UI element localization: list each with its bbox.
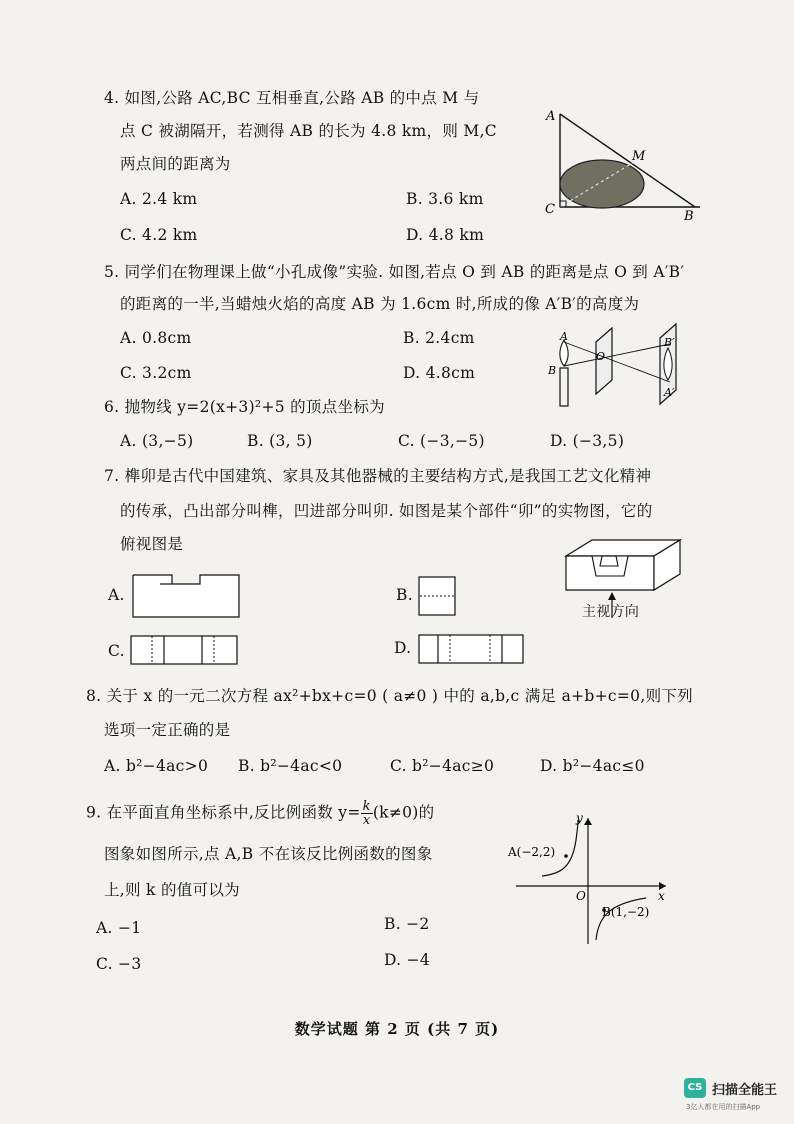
- q7-option-c: C.: [108, 642, 125, 660]
- shape-a: [133, 575, 239, 617]
- q7-figure-mortise: [560, 536, 690, 656]
- q6-option-a: A. (3,−5): [120, 432, 194, 450]
- label-x: x: [658, 889, 665, 903]
- q9-figure-graph: [506, 810, 676, 950]
- q9-line1-start: 9. 在平面直角坐标系中,反比例函数 y=: [86, 803, 361, 822]
- q4-option-c: C. 4.2 km: [120, 226, 198, 244]
- q7-line3: 俯视图是: [120, 535, 184, 553]
- label-point-a: A(−2,2): [508, 845, 556, 859]
- q9-line3: 上,则 k 的值可以为: [104, 881, 240, 899]
- label-a: A: [560, 330, 568, 343]
- label-o: O: [596, 350, 606, 363]
- q9-line1: [86, 800, 434, 827]
- label-b-prime: B′: [664, 336, 675, 349]
- q8-line2: 选项一定正确的是: [104, 721, 231, 739]
- q7-option-d-figure: [418, 634, 524, 664]
- q5-figure-pinhole: [544, 318, 694, 410]
- q6-option-d: D. (−3,5): [550, 432, 625, 450]
- label-y: y: [576, 811, 583, 825]
- q7-line2: 的传承，凸出部分叫榫，凹进部分叫卯. 如图是某个部件“卯”的实物图，它的: [120, 502, 653, 520]
- q5-line2: 的距离的一半,当蜡烛火焰的高度 AB 为 1.6cm 时,所成的像 A′B′的高度为: [120, 295, 640, 313]
- q7-option-d: D.: [394, 639, 412, 657]
- ray-bottom: [564, 344, 670, 366]
- q9-option-c: C. −3: [96, 955, 142, 973]
- q6-option-c: C. (−3,−5): [398, 432, 485, 450]
- q9-line1-end: (k≠0)的: [372, 803, 435, 822]
- q9-option-b: B. −2: [384, 915, 430, 933]
- label-o: O: [576, 889, 586, 903]
- camscanner-logo-icon: CS: [684, 1078, 706, 1098]
- q7-option-c-figure: [130, 635, 238, 665]
- q7-option-a: A.: [108, 586, 125, 604]
- q4-figure-lake: [540, 104, 710, 224]
- q7-line1: 7. 榫卯是古代中国建筑、家具及其他器械的主要结构方式,是我国工艺文化精神: [104, 467, 652, 485]
- ray-top: [564, 342, 670, 382]
- q8-option-a: A. b²−4ac>0: [104, 757, 209, 775]
- label-a: A: [546, 109, 556, 124]
- label-c: C: [545, 202, 555, 217]
- label-point-b: B(1,−2): [602, 905, 650, 919]
- q5-option-a: A. 0.8cm: [120, 329, 192, 347]
- q9-line2: 图象如图所示,点 A,B 不在该反比例函数的图象: [104, 845, 433, 863]
- lake-shape: [560, 160, 644, 208]
- q7-option-b: B.: [396, 586, 413, 604]
- q8-line1: 8. 关于 x 的一元二次方程 ax²+bx+c=0 ( a≠0 ) 中的 a,b,c 满足 a+b+c=0,则下列: [86, 687, 693, 705]
- q4-option-a: A. 2.4 km: [120, 190, 198, 208]
- scanner-tagline: 3亿人都在用的扫描App: [686, 1103, 761, 1111]
- q7-fig-caption: 主视方向: [582, 604, 640, 620]
- label-b: B: [684, 209, 694, 224]
- q9-option-d: D. −4: [384, 951, 431, 969]
- q7-option-b-figure: [418, 576, 456, 616]
- label-a-prime: A′: [664, 386, 675, 399]
- q6-option-b: B. (3, 5): [247, 432, 313, 450]
- q4-line3: 两点间的距离为: [120, 155, 231, 173]
- scanner-app-name: 扫描全能王: [712, 1083, 778, 1098]
- fraction-k-over-x: $\frac{k}{x}$: [362, 799, 371, 828]
- arrow-head: [608, 592, 616, 600]
- q4-option-b: B. 3.6 km: [406, 190, 484, 208]
- q5-option-c: C. 3.2cm: [120, 364, 192, 382]
- q5-option-b: B. 2.4cm: [403, 329, 475, 347]
- q4-line2: 点 C 被湖隔开，若测得 AB 的长为 4.8 km，则 M,C: [120, 122, 497, 140]
- q9-option-a: A. −1: [96, 919, 142, 937]
- candle: [560, 368, 568, 406]
- page-footer: 数学试题 第 2 页 (共 7 页): [294, 1020, 500, 1038]
- q4-option-d: D. 4.8 km: [406, 226, 485, 244]
- q7-option-a-figure: [132, 574, 240, 618]
- q8-option-c: C. b²−4ac≥0: [390, 757, 495, 775]
- label-b: B: [548, 364, 557, 377]
- scanner-watermark: [684, 1078, 794, 1124]
- q6-line1: 6. 抛物线 y=2(x+3)²+5 的顶点坐标为: [104, 398, 385, 416]
- candle-flame: [560, 340, 568, 366]
- q5-option-d: D. 4.8cm: [403, 364, 476, 382]
- q5-line1: 5. 同学们在物理课上做“小孔成像”实验. 如图,若点 O 到 AB 的距离是点 O 到 A′B′: [104, 263, 685, 281]
- q4-line1: 4. 如图,公路 AC,BC 互相垂直,公路 AB 的中点 M 与: [104, 89, 480, 107]
- label-m: M: [632, 149, 646, 164]
- q8-option-b: B. b²−4ac<0: [238, 757, 343, 775]
- q8-option-d: D. b²−4ac≤0: [540, 757, 645, 775]
- point-a: [564, 854, 568, 858]
